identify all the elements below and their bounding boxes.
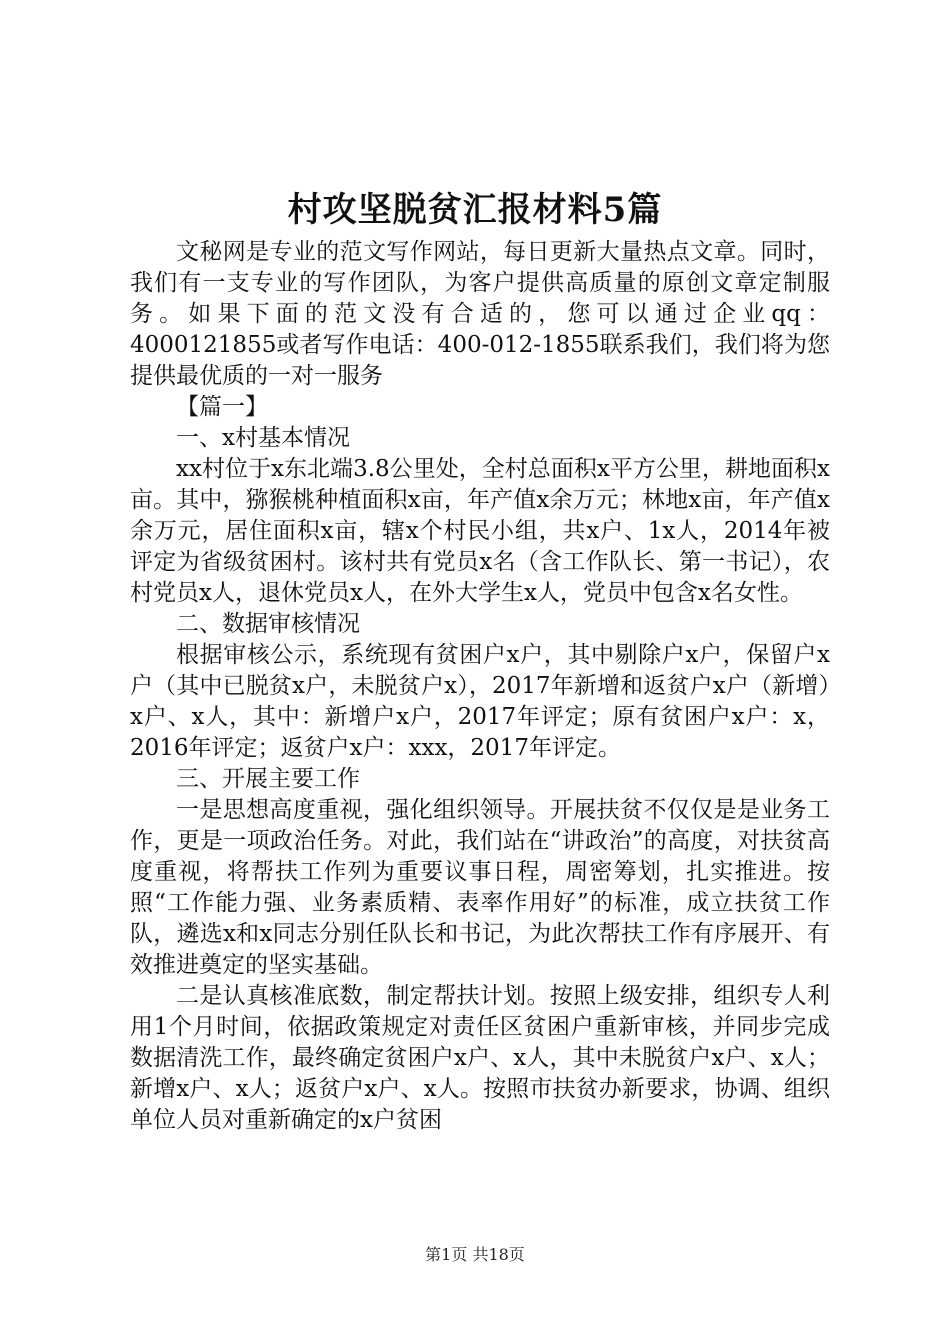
heading-village-basics: 一、x村基本情况 <box>176 425 350 451</box>
intro-paragraph: 文秘网是专业的范文写作网站，每日更新大量热点文章。同时，我们有一支专业的写作团队，为客户提供高质量的原创文章定制服务。如果下面的范文没有合适的，您可以通过企业qq：4000121855或者写作电话：400-012-1855联系我们，我们将为您提供最优质的一对一服务 <box>130 239 830 389</box>
paragraph-data-review: 根据审核公示，系统现有贫困户x户，其中剔除户x户，保留户x户（其中已脱贫x户，未脱贫户x），2017年新增和返贫户x户（新增）x户、x人，其中：新增户x户，2017年评定；原有贫困户x户：x，2016年评定；返贫户x户：xxx，2017年评定。 <box>130 642 830 761</box>
document-title: 村攻坚脱贫汇报材料5篇 <box>287 190 663 230</box>
paragraph-village-basics: xx村位于x东北端3.8公里处，全村总面积x平方公里，耕地面积x亩。其中，猕猴桃种植面积x亩，年产值x余万元；林地x亩，年产值x余万元，居住面积x亩，辖x个村民小组，共x户、1x人，2014年被评定为省级贫困村。该村共有党员x名（含工作队长、第一书记），农村党员x人，退休党员x人，在外大学生x人，党员中包含x名女性。 <box>130 456 830 606</box>
document-body <box>130 237 830 1136</box>
heading-data-review: 二、数据审核情况 <box>176 611 360 637</box>
heading-main-work: 三、开展主要工作 <box>176 766 360 792</box>
section-label-part-one: 【篇一】 <box>176 394 268 420</box>
paragraph-work-two: 二是认真核准底数，制定帮扶计划。按照上级安排，组织专人利用1个月时间，依据政策规定对责任区贫困户重新审核，并同步完成数据清洗工作，最终确定贫困户x户、x人，其中未脱贫户x户、x人；新增x户、x人；返贫户x户、x人。按照市扶贫办新要求，协调、组织单位人员对重新确定的x户贫困 <box>130 983 830 1133</box>
page-footer: 第1页 共18页 <box>425 1245 525 1264</box>
paragraph-work-one: 一是思想高度重视，强化组织领导。开展扶贫不仅仅是是业务工作，更是一项政治任务。对此，我们站在“讲政治”的高度，对扶贫高度重视，将帮扶工作列为重要议事日程，周密筹划，扎实推进。按照“工作能力强、业务素质精、表率作用好”的标准，成立扶贫工作队，遴选x和x同志分别任队长和书记，为此次帮扶工作有序展开、有效推进奠定的坚实基础。 <box>130 797 830 978</box>
